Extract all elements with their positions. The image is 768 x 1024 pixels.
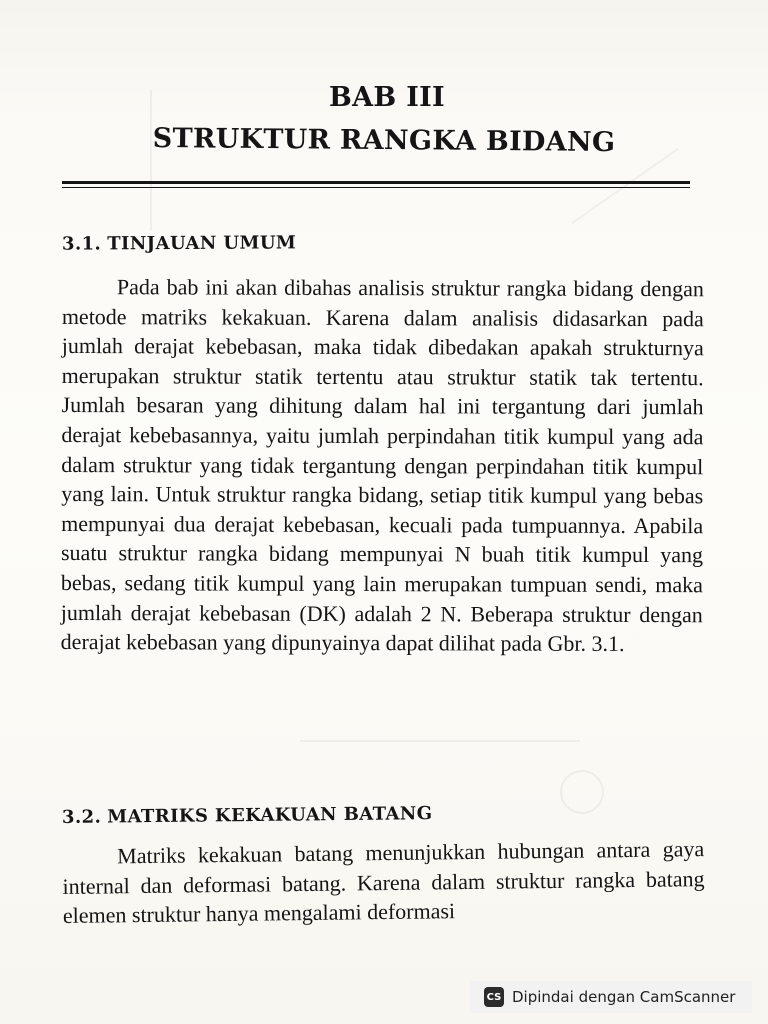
chapter-title: STRUKTUR RANGKA BIDANG — [152, 122, 616, 159]
section-paragraph-tinjauan-umum: Pada bab ini akan dibahas analisis struktur rangka bidang dengan metode matriks kekakuan. Karena dalam analisis didasarkan pada jumlah derajat kebebasan, maka tidak dibedakan apakah strukturnya merupakan struktur statik tertentu atau struktur statik tak tertentu. Jumlah besaran yang dihitung dalam hal ini tergantung dari jumlah derajat kebebasannya, yaitu jumlah perpindahan titik kumpul yang ada dalam struktur yang tidak tergantung dengan perpindahan titik kumpul yang lain. Untuk struktur rangka bidang, setiap titik kumpul yang bebas mempunyai dua derajat kebebasan, kecuali pada tumpuannya. Apabila suatu struktur rangka bidang mempunyai N buah titik kumpul yang bebas, sedang titik kumpul yang lain merupakan tumpuan sendi, maka jumlah derajat kebebasan (DK) adalah 2 N. Beberapa struktur dengan derajat kebebasan yang dipunyainya dapat dilihat pada Gbr. 3.1. — [60, 274, 704, 657]
section-paragraph-matriks-kekakuan-batang: Matriks kekakuan batang menunjukkan hubungan antara gaya internal dan deformasi batang. Karena dalam struktur rangka batang elemen struktur hanya mengalami deformasi — [62, 836, 705, 929]
section-number: 3.2. — [61, 806, 102, 828]
section-heading-tinjauan-umum — [62, 232, 296, 254]
section-number: 3.1. — [61, 233, 102, 255]
title-rule-thick — [62, 181, 690, 184]
chapter-heading — [0, 80, 768, 160]
title-rule-thin — [62, 187, 690, 188]
camscanner-watermark — [470, 981, 752, 1013]
bleed-through-mark — [300, 740, 580, 742]
chapter-number: BAB III — [329, 82, 445, 113]
camscanner-logo-icon: CS — [484, 987, 504, 1007]
section-title: TINJAUAN UMUM — [107, 232, 297, 255]
section-title: MATRIKS KEKAKUAN BATANG — [107, 803, 433, 828]
camscanner-label: Dipindai dengan CamScanner — [512, 988, 736, 1006]
bleed-through-mark — [560, 770, 604, 814]
section-heading-matriks-kekakuan-batang — [62, 803, 433, 828]
